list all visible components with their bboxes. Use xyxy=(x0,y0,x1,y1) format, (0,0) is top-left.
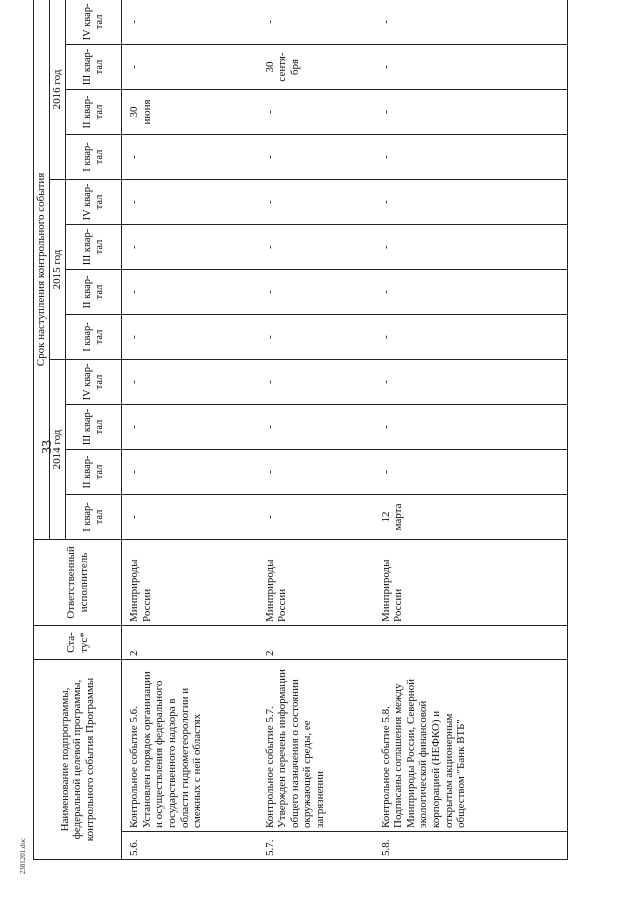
deadline-cell: - xyxy=(258,314,374,359)
header-year-2014: 2014 год xyxy=(50,359,66,539)
header-year-2016: 2016 год xyxy=(50,0,66,179)
row-status: 2 xyxy=(258,625,374,659)
deadline-cell: - xyxy=(122,179,258,224)
header-responsible: Ответственный исполнитель xyxy=(34,539,122,625)
deadline-cell: - xyxy=(258,449,374,494)
deadline-cell: - xyxy=(374,359,568,404)
deadline-cell: 12 марта xyxy=(374,494,568,539)
header-quarter: IV квар-тал xyxy=(66,359,122,404)
deadline-cell: - xyxy=(374,134,568,179)
deadline-cell: - xyxy=(122,0,258,44)
deadline-cell: - xyxy=(258,269,374,314)
table-row xyxy=(258,0,374,860)
row-responsible: Минприроды России xyxy=(374,539,568,625)
row-responsible: Минприроды России xyxy=(258,539,374,625)
header-quarter: IV квар-тал xyxy=(66,179,122,224)
header-quarter: IV квар-тал xyxy=(66,0,122,44)
table-row xyxy=(374,0,568,860)
deadline-cell: - xyxy=(122,269,258,314)
header-year-2015: 2015 год xyxy=(50,179,66,359)
header-quarter: II квар-тал xyxy=(66,89,122,134)
deadline-cell: - xyxy=(374,0,568,44)
header-quarter: I квар-тал xyxy=(66,134,122,179)
header-quarter: I квар-тал xyxy=(66,314,122,359)
deadline-cell: - xyxy=(374,44,568,89)
row-number: 5.8. xyxy=(374,832,568,860)
header-quarter: II квар-тал xyxy=(66,449,122,494)
row-name: Контрольное событие 5.6. Установлен порядок организации и осуществления федерального государственного надзора в области гидрометеорологии и смежных с ней областях xyxy=(122,659,258,831)
header-status: Ста-тус* xyxy=(34,625,122,659)
deadline-cell: 30 сентя-бря xyxy=(258,44,374,89)
deadline-cell: - xyxy=(122,449,258,494)
deadline-cell: - xyxy=(258,0,374,44)
deadline-cell: - xyxy=(122,134,258,179)
header-deadline-group: Срок наступления контрольного события xyxy=(34,0,50,539)
deadline-cell: - xyxy=(374,224,568,269)
header-quarter: I квар-тал xyxy=(66,494,122,539)
deadline-cell: - xyxy=(258,494,374,539)
deadline-cell: - xyxy=(374,179,568,224)
deadline-cell: - xyxy=(258,224,374,269)
deadline-cell: - xyxy=(258,404,374,449)
row-name: Контрольное событие 5.8. Подписаны соглашения между Минприроды России, Северной экологической финансовой корпорацией (НЕФКО) и открытым акционерным обществом "Банк ВТБ" xyxy=(374,659,568,831)
deadline-cell: - xyxy=(258,179,374,224)
deadline-cell: - xyxy=(122,224,258,269)
header-quarter: III квар-тал xyxy=(66,224,122,269)
deadline-cell: - xyxy=(122,314,258,359)
deadline-cell: - xyxy=(258,134,374,179)
deadline-cell: - xyxy=(258,89,374,134)
deadline-cell: - xyxy=(258,359,374,404)
table-row xyxy=(122,0,258,860)
deadline-cell: - xyxy=(122,359,258,404)
deadline-cell: - xyxy=(374,89,568,134)
page-number: 33 xyxy=(40,440,55,454)
row-name: Контрольное событие 5.7. Утвержден перечень информации общего назначения о состоянии окружающей среды, ее загрязнении xyxy=(258,659,374,831)
deadline-cell: 30 июня xyxy=(122,89,258,134)
document-id: 2381201.doc xyxy=(19,837,27,875)
header-quarter: III квар-тал xyxy=(66,44,122,89)
row-responsible: Минприроды России xyxy=(122,539,258,625)
header-quarter: II квар-тал xyxy=(66,269,122,314)
deadline-cell: - xyxy=(122,494,258,539)
header-name: Наименование подпрограммы, федеральной целевой программы, контрольного события Программы xyxy=(34,659,122,859)
row-status: 2 xyxy=(122,625,258,659)
row-number: 5.7. xyxy=(258,832,374,860)
deadline-cell: - xyxy=(122,44,258,89)
row-number: 5.6. xyxy=(122,832,258,860)
deadline-cell: - xyxy=(374,404,568,449)
deadline-cell: - xyxy=(374,269,568,314)
deadline-cell: - xyxy=(374,449,568,494)
control-events-table xyxy=(33,0,568,860)
rotated-table-wrapper xyxy=(33,0,567,860)
deadline-cell: - xyxy=(374,314,568,359)
header-quarter: III квар-тал xyxy=(66,404,122,449)
deadline-cell: - xyxy=(122,404,258,449)
row-status xyxy=(374,625,568,659)
